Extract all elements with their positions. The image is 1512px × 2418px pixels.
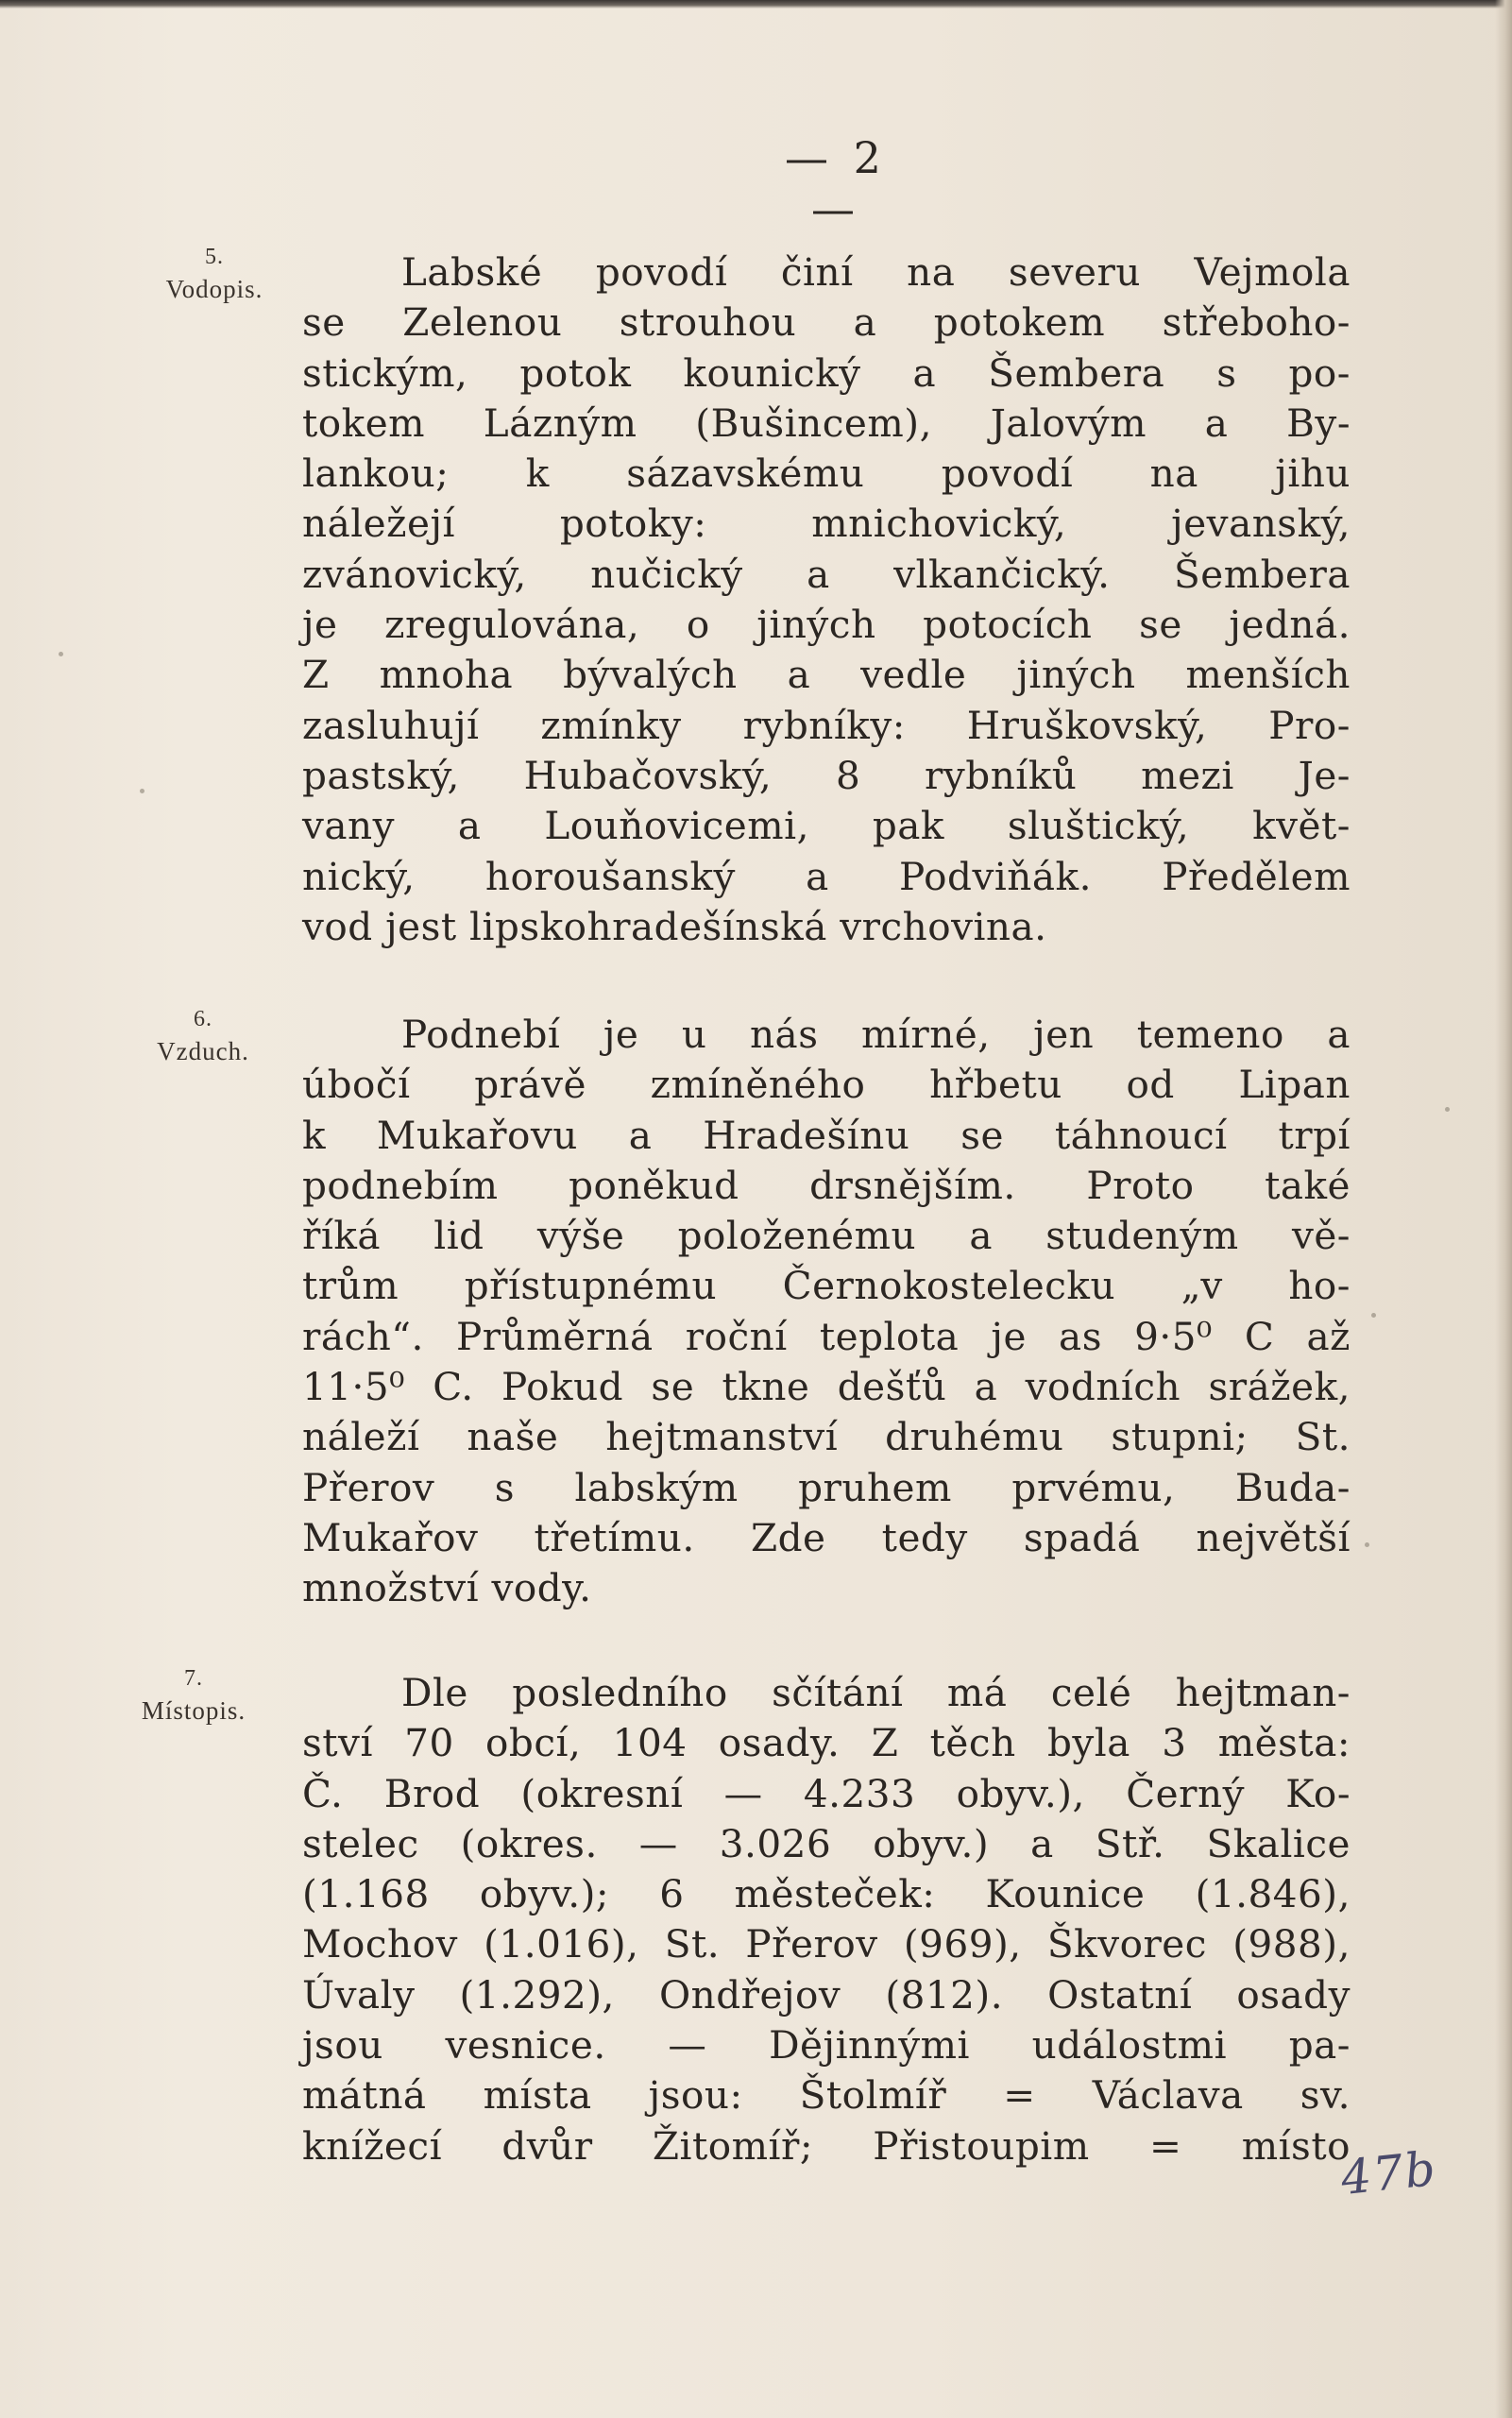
text-line: rách“. Průměrná roční teplota je as 9·5⁰ C až xyxy=(302,1313,1351,1359)
text-line: (1.168 obyv.); 6 městeček: Kounice (1.846), xyxy=(302,1871,1351,1917)
text-line: náleží naše hejtmanství druhému stupni; St. xyxy=(302,1414,1351,1460)
text-line: k Mukařovu a Hradešínu se táhnoucí trpí xyxy=(302,1112,1351,1158)
text-line: knížecí dvůr Žitomíř; Přistoupim = místo xyxy=(302,2122,1351,2169)
text-line: stickým, potok kounický a Šembera s po- xyxy=(302,349,1351,396)
text-line: úbočí právě zmíněného hřbetu od Lipan xyxy=(302,1062,1351,1108)
text-line: náležejí potoky: mnichovický, jevanský, xyxy=(302,501,1351,547)
paragraph-vzduch xyxy=(302,1010,1351,1614)
paragraph-mistopis xyxy=(302,1668,1351,2171)
text-line: Dle posledního sčítání má celé hejtman- xyxy=(401,1670,1351,1715)
page-number: — 2 — xyxy=(785,132,887,234)
text-line: Labské povodí činí na severu Vejmola xyxy=(401,249,1351,295)
text-line: Č. Brod (okresní — 4.233 obyv.), Černý Ko- xyxy=(302,1770,1351,1816)
paper-speck xyxy=(1365,1542,1369,1547)
text-line: zvánovický, nučický a vlkančický. Šembera xyxy=(302,551,1351,597)
text-line: lankou; k sázavskému povodí na jihu xyxy=(302,451,1351,497)
handwritten-note: 47b xyxy=(1338,2140,1440,2206)
text-line: Mochov (1.016), St. Přerov (969), Škvorec (988), xyxy=(302,1921,1351,1967)
paper-speck xyxy=(59,652,63,656)
text-line: vod jest lipskohradešínská vrchovina. xyxy=(302,903,1047,949)
text-line: je zregulována, o jiných potocích se jedná. xyxy=(302,602,1351,648)
margin-note-label: Vzduch. xyxy=(157,1037,249,1065)
margin-note-vzduch xyxy=(113,1003,293,1067)
margin-note-label: Vodopis. xyxy=(165,275,263,303)
text-line: Z mnoha bývalých a vedle jiných menších xyxy=(302,652,1351,698)
paper-speck xyxy=(140,789,144,793)
text-line: Mukařov třetímu. Zde tedy spadá největší xyxy=(302,1514,1351,1560)
text-line: podnebím poněkud drsnějším. Proto také xyxy=(302,1162,1351,1208)
text-line: pastský, Hubačovský, 8 rybníků mezi Je- xyxy=(302,752,1351,798)
margin-note-number: 5. xyxy=(205,245,224,269)
margin-note-vodopis xyxy=(125,241,304,305)
text-line: ství 70 obcí, 104 osady. Z těch byla 3 města: xyxy=(302,1720,1351,1766)
paragraph-vodopis xyxy=(302,247,1351,952)
text-line: stelec (okres. — 3.026 obyv.) a Stř. Skalice xyxy=(302,1820,1351,1866)
text-line: Úvaly (1.292), Ondřejov (812). Ostatní osady xyxy=(302,1971,1351,2018)
top-edge-shadow xyxy=(0,0,1512,9)
text-line: Přerov s labským pruhem prvému, Buda- xyxy=(302,1464,1351,1510)
text-line: zasluhují zmínky rybníky: Hruškovský, Pro- xyxy=(302,702,1351,748)
text-line: nický, horoušanský a Podviňák. Předělem xyxy=(302,853,1351,899)
paper-speck xyxy=(1371,1313,1376,1318)
margin-note-number: 6. xyxy=(194,1007,212,1031)
text-line: trům přístupnému Černokostelecku „v ho- xyxy=(302,1263,1351,1309)
text-line: 11·5⁰ C. Pokud se tkne dešťů a vodních srážek, xyxy=(302,1364,1351,1410)
text-line: jsou vesnice. — Dějinnými událostmi pa- xyxy=(302,2022,1351,2069)
margin-note-number: 7. xyxy=(184,1666,203,1691)
margin-note-label: Místopis. xyxy=(141,1696,246,1725)
text-line: říká lid výše položenému a studeným vě- xyxy=(302,1213,1351,1259)
text-line: mátná místa jsou: Štolmíř = Václava sv. xyxy=(302,2072,1351,2119)
text-line: množství vody. xyxy=(302,1565,592,1611)
right-edge-shadow xyxy=(1495,0,1512,2418)
text-line: vany a Louňovicemi, pak sluštický, květ- xyxy=(302,803,1351,849)
margin-note-mistopis xyxy=(104,1662,283,1727)
text-line: tokem Lázným (Bušincem), Jalovým a By- xyxy=(302,400,1351,446)
text-line: Podnebí je u nás mírné, jen temeno a xyxy=(401,1012,1351,1057)
text-line: se Zelenou strouhou a potokem střeboho- xyxy=(302,299,1351,346)
paper-speck xyxy=(1445,1107,1450,1112)
